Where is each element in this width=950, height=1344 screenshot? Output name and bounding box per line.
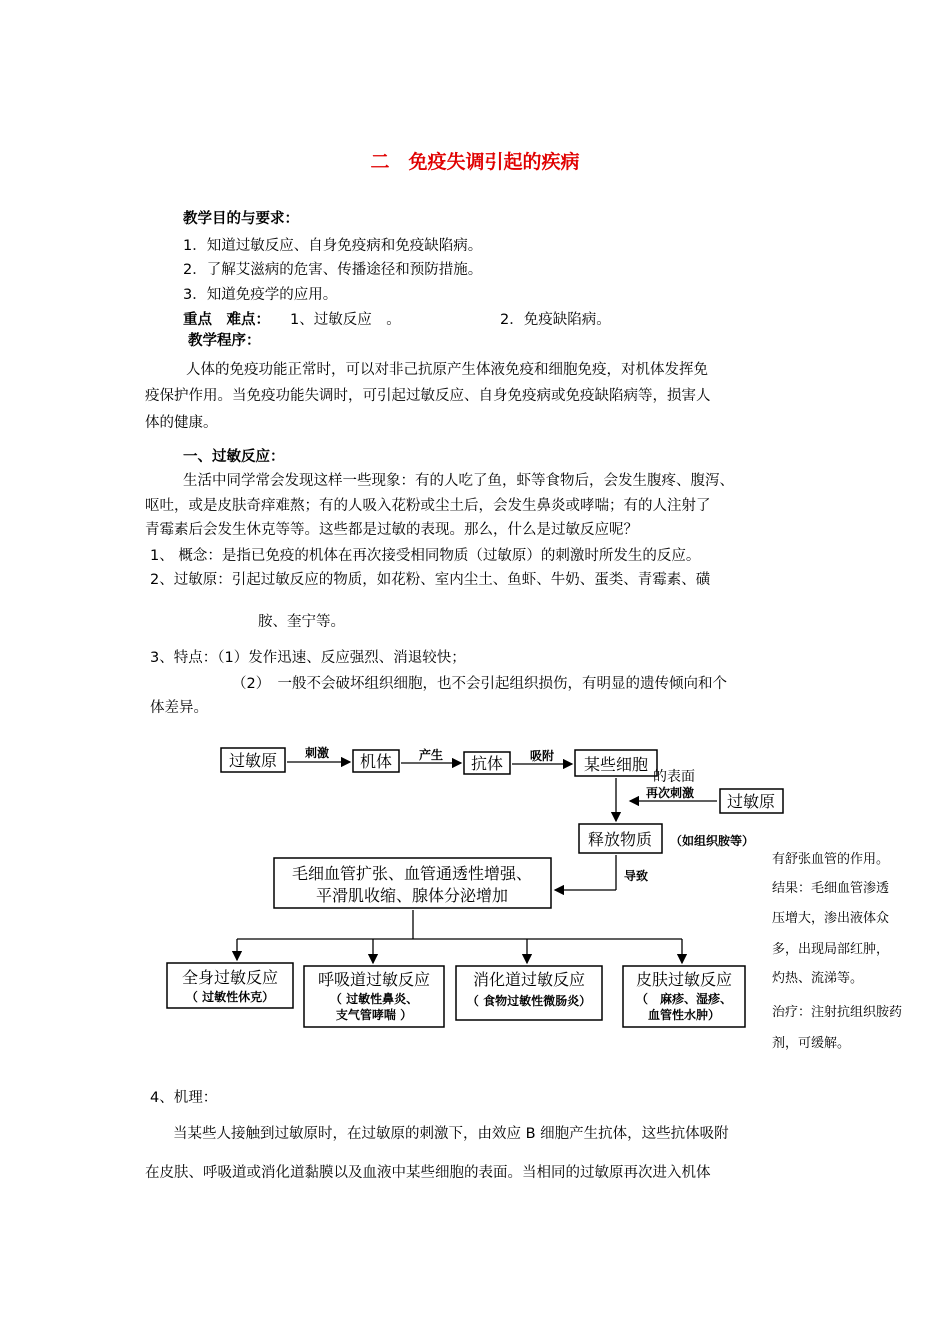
reaction-note: 血管性水肿） bbox=[647, 1008, 721, 1022]
reaction-note: 支气管哮喘 ） bbox=[335, 1008, 413, 1022]
cells-box-label: 某些细胞 bbox=[583, 755, 649, 774]
feature-line: 体差异。 bbox=[150, 700, 208, 716]
intro-line: 疫保护作用。当免疫功能失调时，可引起过敏反应、自身免疫病或免疫缺陷病等，损害人 bbox=[145, 388, 711, 404]
mechanism-heading: 4、机理： bbox=[150, 1090, 218, 1106]
procedure-heading: 教学程序： bbox=[188, 333, 261, 349]
effects-line: 毛细血管扩张、血管通透性增强、 bbox=[291, 864, 533, 883]
effects-line: 平滑肌收缩、腺体分泌增加 bbox=[315, 886, 509, 905]
side-note: 剂，可缓解。 bbox=[772, 1036, 851, 1051]
reaction-note: （ 麻疹、湿疹、 bbox=[635, 992, 733, 1006]
objective-item: 2．了解艾滋病的危害、传播途径和预防措施。 bbox=[183, 262, 483, 278]
reaction-note: （ 过敏性休克） bbox=[185, 990, 275, 1004]
surface-label: 的表面 bbox=[653, 769, 695, 785]
keypoint-item: 1、过敏反应 。 bbox=[290, 312, 401, 328]
objectives-heading: 教学目的与要求： bbox=[183, 211, 299, 227]
page-title: 二 免疫失调引起的疾病 bbox=[370, 151, 580, 173]
para-line: 呕吐，或是皮肤奇痒难熬；有的人吸入花粉或尘土后，会发生鼻炎或哮喘；有的人注射了 bbox=[145, 498, 711, 514]
objective-item: 1．知道过敏反应、自身免疫病和免疫缺陷病。 bbox=[183, 238, 483, 254]
objective-item: 3．知道免疫学的应用。 bbox=[183, 287, 338, 303]
adsorb-label: 吸附 bbox=[529, 749, 555, 763]
reaction-note: （ 食物过敏性微肠炎） bbox=[466, 994, 592, 1008]
release-box-label: 释放物质 bbox=[587, 830, 653, 849]
side-note: 多，出现局部红肿， bbox=[772, 942, 890, 957]
side-note: 灼热、流涕等。 bbox=[772, 971, 864, 986]
allergen-line: 胺、奎宁等。 bbox=[258, 614, 345, 630]
feature-line: （2） 一般不会破坏组织细胞，也不会引起组织损伤，有明显的遗传倾向和个 bbox=[232, 676, 727, 692]
keypoints-label: 重点 难点： bbox=[183, 312, 270, 328]
side-note: 治疗：注射抗组织胺药 bbox=[772, 1005, 903, 1020]
produce-label: 产生 bbox=[418, 748, 444, 762]
mechanism-line: 当某些人接触到过敏原时，在过敏原的刺激下，由效应 B 细胞产生抗体，这些抗体吸附 bbox=[173, 1126, 729, 1142]
allergen-box-label: 过敏原 bbox=[228, 751, 278, 770]
intro-line: 人体的免疫功能正常时，可以对非己抗原产生体液免疫和细胞免疫，对机体发挥免 bbox=[186, 362, 708, 378]
reaction-title: 皮肤过敏反应 bbox=[635, 970, 733, 989]
lead-label: 导致 bbox=[623, 869, 649, 883]
allergen-line: 2、过敏原：引起过敏反应的物质，如花粉、室内尘土、鱼虾、牛奶、蛋类、青霉素、磺 bbox=[150, 572, 711, 588]
reaction-note: （ 过敏性鼻炎、 bbox=[329, 992, 419, 1006]
section-heading: 一、过敏反应： bbox=[183, 449, 285, 465]
allergen2-box-label: 过敏原 bbox=[726, 792, 776, 811]
feature-line: 3、特点：（1）发作迅速、反应强烈、消退较快； bbox=[150, 650, 466, 666]
release-note: （如组织胺等） bbox=[669, 834, 755, 848]
concept-line: 1、 概念：是指已免疫的机体在再次接受相同物质（过敏原）的刺激时所发生的反应。 bbox=[150, 548, 701, 564]
para-line: 生活中同学常会发现这样一些现象：有的人吃了鱼，虾等食物后，会发生腹疼、腹泻、 bbox=[183, 473, 734, 489]
reaction-title: 消化道过敏反应 bbox=[472, 970, 586, 989]
intro-line: 体的健康。 bbox=[145, 415, 218, 431]
side-note: 结果：毛细血管渗透 bbox=[772, 881, 890, 896]
side-note: 压增大，渗出液体众 bbox=[772, 911, 890, 926]
body-box-label: 机体 bbox=[359, 752, 393, 771]
stim-label: 刺激 bbox=[304, 746, 330, 760]
reaction-title: 全身过敏反应 bbox=[181, 968, 279, 987]
keypoint-item: 2．免疫缺陷病。 bbox=[500, 312, 611, 328]
mechanism-line: 在皮肤、呼吸道或消化道黏膜以及血液中某些细胞的表面。当相同的过敏原再次进入机体 bbox=[145, 1165, 711, 1181]
para-line: 青霉素后会发生休克等等。这些都是过敏的表现。那么，什么是过敏反应呢？ bbox=[145, 522, 638, 538]
restim-label: 再次刺激 bbox=[645, 786, 695, 800]
antibody-box-label: 抗体 bbox=[470, 754, 504, 773]
side-note: 有舒张血管的作用。 bbox=[772, 852, 890, 867]
reaction-title: 呼吸道过敏反应 bbox=[317, 970, 431, 989]
